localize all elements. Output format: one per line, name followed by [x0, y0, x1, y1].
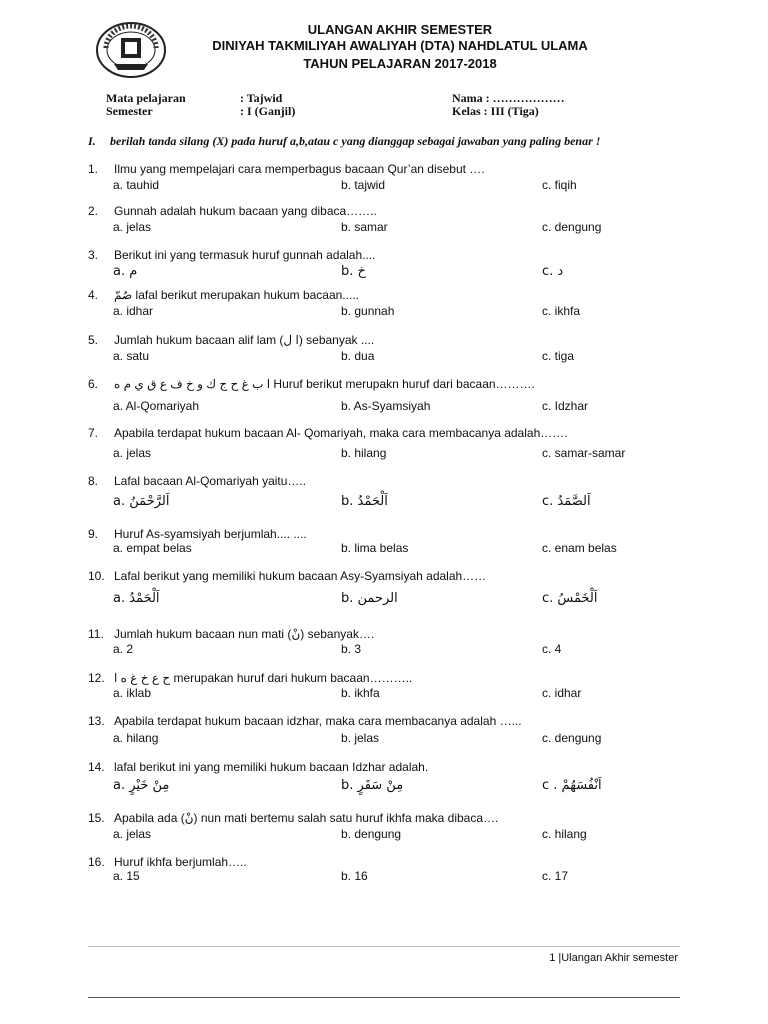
question-number: 16. — [88, 855, 105, 869]
question-number: 1. — [88, 162, 99, 176]
option-a: a. satu — [113, 349, 150, 363]
question-text: Gunnah adalah hukum bacaan yang dibaca…….. — [114, 204, 377, 218]
question-number: 14. — [88, 760, 105, 774]
question-14 — [88, 760, 428, 774]
option-b: b. dengung — [341, 827, 402, 841]
academic-year: TAHUN PELAJARAN 2017-2018 — [303, 56, 497, 71]
option-b: b. As-Syamsiyah — [341, 399, 431, 413]
option-b: b. الرحمن — [341, 591, 398, 606]
option-a: a. اَلْحَمْدُ — [113, 591, 160, 606]
question-text: Lafal bacaan Al-Qomariyah yaitu….. — [114, 474, 307, 488]
bottom-divider — [88, 997, 680, 998]
option-b: b. 3 — [341, 642, 362, 656]
option-b: b. اَلْحَمْدُ — [341, 494, 388, 509]
question-number: 3. — [88, 248, 99, 262]
option-a: a. 15 — [113, 869, 140, 883]
option-c: c . اَنْفُسَهُمْ — [542, 778, 602, 793]
option-a: a. tauhid — [113, 178, 160, 192]
option-c: c. dengung — [542, 220, 602, 234]
option-c: c. tiga — [542, 349, 575, 363]
question-number: 15. — [88, 811, 105, 825]
option-c: c. dengung — [542, 731, 602, 745]
question-8 — [88, 474, 306, 488]
question-text: Apabila terdapat hukum bacaan Al- Qomariyah, maka cara membacanya adalah……. — [114, 426, 568, 440]
option-b: b. lima belas — [341, 541, 409, 555]
exam-title: ULANGAN AKHIR SEMESTER — [307, 22, 493, 37]
question-4 — [88, 288, 359, 302]
option-c: c. د — [542, 264, 564, 279]
option-a: a. idhar — [113, 304, 154, 318]
option-a: a. اَلرَّحْمَنُ — [113, 494, 170, 509]
question-16 — [88, 855, 247, 869]
option-a: a. مِنْ خَيْرٍ — [113, 778, 170, 793]
option-b: b. خ — [341, 264, 366, 279]
subject-label: Mata pelajaran — [106, 91, 186, 105]
question-number: 9. — [88, 527, 99, 541]
question-text: Lafal berikut yang memiliki hukum bacaan Asy-Syamsiyah adalah…… — [114, 569, 487, 583]
instruction-number: I. — [88, 134, 96, 148]
question-5 — [88, 333, 374, 347]
question-13 — [88, 714, 522, 728]
option-a: a. م — [113, 264, 138, 279]
question-1 — [88, 162, 485, 176]
option-b: b. jelas — [341, 731, 380, 745]
option-a: a. jelas — [113, 220, 152, 234]
school-name: DINIYAH TAKMILIYAH AWALIYAH (DTA) NAHDLATUL ULAMA — [212, 38, 588, 53]
question-text: Berikut ini yang termasuk huruf gunnah adalah.... — [114, 248, 376, 262]
question-text: Apabila ada (نْ) nun mati bertemu salah satu huruf ikhfa maka dibaca…. — [114, 811, 499, 825]
option-c: c. Idzhar — [542, 399, 589, 413]
option-a: a. 2 — [113, 642, 134, 656]
footer-text: 1 |Ulangan Akhir semester — [549, 952, 678, 964]
option-c: c. idhar — [542, 686, 582, 700]
option-b: b. مِنْ سَقَرٍ — [341, 778, 404, 793]
question-number: 12. — [88, 671, 105, 685]
question-text: lafal berikut ini yang memiliki hukum bacaan Idzhar adalah. — [114, 760, 429, 774]
question-number: 11. — [88, 627, 104, 641]
question-7 — [88, 426, 568, 440]
option-a: a. empat belas — [113, 541, 192, 555]
question-text: Ilmu yang mempelajari cara memperbagus bacaan Qur’an disebut …. — [114, 162, 485, 176]
question-number: 2. — [88, 204, 99, 218]
question-text: Jumlah hukum bacaan alif lam (ا ل) sebanyak .... — [114, 333, 375, 347]
question-15 — [88, 811, 498, 825]
option-c: c. اَلصَّمَدُ — [542, 494, 591, 509]
question-number: 5. — [88, 333, 99, 347]
instruction — [88, 134, 688, 149]
footer-divider — [88, 946, 680, 947]
option-c: c. اَلْخَمْسُ — [542, 591, 598, 606]
question-9 — [88, 527, 307, 541]
option-b: b. samar — [341, 220, 388, 234]
question-text: Huruf ikhfa berjumlah….. — [114, 855, 247, 869]
question-text: Apabila terdapat hukum bacaan idzhar, maka cara membacanya adalah …... — [114, 714, 522, 728]
student-name-field: Nama : ……………… — [452, 91, 565, 105]
option-c: c. enam belas — [542, 541, 617, 555]
question-number: 6. — [88, 377, 99, 391]
question-text: صُمّ lafal berikut merupakan hukum bacaan..... — [114, 288, 359, 302]
question-12 — [88, 671, 412, 685]
option-c: c. hilang — [542, 827, 587, 841]
question-3 — [88, 248, 376, 262]
question-text: Huruf As-syamsiyah berjumlah.... .... — [114, 527, 307, 541]
question-number: 7. — [88, 426, 99, 440]
option-c: c. 4 — [542, 642, 562, 656]
question-number: 10. — [88, 569, 105, 583]
semester-label: Semester — [106, 104, 153, 118]
option-a: a. iklab — [113, 686, 152, 700]
option-a: a. jelas — [113, 827, 152, 841]
option-c: c. ikhfa — [542, 304, 581, 318]
instruction-text: berilah tanda silang (X) pada huruf a,b,atau c yang dianggap sebagai jawaban yang paling benar ! — [110, 134, 601, 148]
option-a: a. hilang — [113, 731, 159, 745]
question-number: 13. — [88, 714, 105, 728]
question-text: Jumlah hukum bacaan nun mati (نْ) sebanyak…. — [114, 627, 375, 641]
question-text: ا ب غ ح ج ك و خ ف ع ق ي م ه Huruf berikut merupakn huruf dari bacaan………. — [114, 377, 535, 391]
question-11 — [88, 627, 374, 641]
question-text: ح ع خ غ ه ا merupakan huruf dari hukum bacaan……….. — [114, 671, 413, 685]
option-a: a. Al-Qomariyah — [113, 399, 200, 413]
subject-value: : Tajwid — [240, 91, 283, 105]
question-number: 8. — [88, 474, 99, 488]
semester-value: : I (Ganjil) — [240, 104, 296, 118]
question-2 — [88, 204, 377, 218]
option-b: b. 16 — [341, 869, 368, 883]
class-field: Kelas : III (Tiga) — [452, 104, 539, 118]
school-logo — [94, 20, 168, 80]
option-b: b. gunnah — [341, 304, 395, 318]
question-10 — [88, 569, 486, 583]
question-number: 4. — [88, 288, 99, 302]
option-c: c. 17 — [542, 869, 569, 883]
option-c: c. samar-samar — [542, 446, 626, 460]
question-6 — [88, 377, 535, 391]
option-c: c. fiqih — [542, 178, 577, 192]
option-b: b. dua — [341, 349, 375, 363]
option-a: a. jelas — [113, 446, 152, 460]
option-b: b. tajwid — [341, 178, 386, 192]
option-b: b. ikhfa — [341, 686, 380, 700]
option-b: b. hilang — [341, 446, 387, 460]
